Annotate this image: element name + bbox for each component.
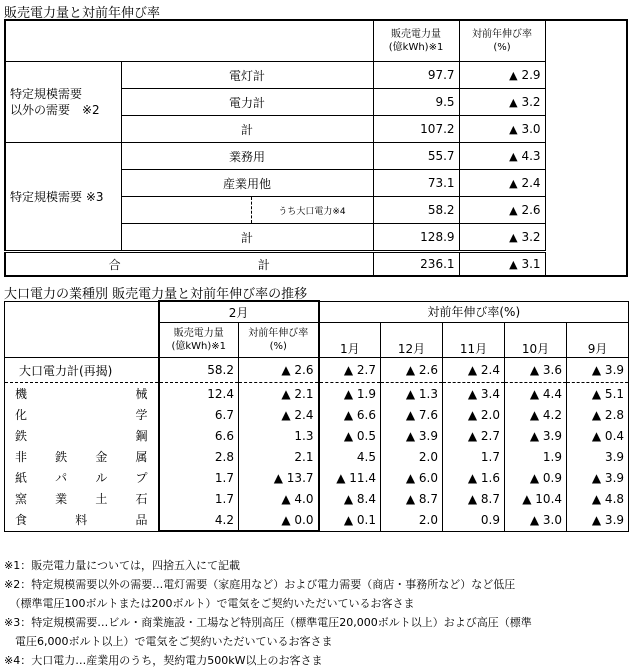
month-rate-cell: ▲ 7.6 xyxy=(381,404,443,425)
table2-header-row xyxy=(5,301,629,323)
footnote: （標準電圧100ボルトまたは200ボルト）で電気をご契約いただいているお客さま xyxy=(4,597,415,610)
month-rate-cell: ▲ 2.7 xyxy=(319,358,381,383)
rate-cell: ▲ 3.2 xyxy=(459,224,545,252)
industry-label: 窯 業 土 石 xyxy=(5,488,159,509)
rate-cell: 2.1 xyxy=(239,446,319,467)
month-rate-cell: ▲ 4.2 xyxy=(505,404,567,425)
industry-label: 化 学 xyxy=(5,404,159,425)
month-rate-cell: 0.9 xyxy=(443,509,505,531)
rate-cell: ▲ 2.4 xyxy=(459,170,545,197)
month-rate-cell: ▲ 5.1 xyxy=(567,383,629,405)
volume-header: 販売電力量 (億kWh)※1 xyxy=(373,20,459,62)
industry-label: 鉄 鋼 xyxy=(5,425,159,446)
rate-cell: ▲ 2.6 xyxy=(459,197,545,224)
current-month-header: 2月 xyxy=(159,301,319,323)
month-rate-cell: ▲ 3.9 xyxy=(567,509,629,531)
month-rate-cell: ▲ 8.7 xyxy=(443,488,505,509)
table1-total-row xyxy=(5,252,627,277)
rate-cell: 1.3 xyxy=(239,425,319,446)
table1-row xyxy=(5,143,627,170)
group1-label: 特定規模需要 以外の需要 ※2 xyxy=(5,62,121,143)
month-header: 1月 xyxy=(319,323,381,358)
total-label: 合 計 xyxy=(5,252,373,277)
rate-cell: ▲ 3.2 xyxy=(459,89,545,116)
industry-row xyxy=(5,383,629,405)
month-rate-cell: 3.9 xyxy=(567,446,629,467)
footnote: ※4：大口電力…産業用のうち，契約電力500kW以上のお客さま xyxy=(4,654,323,667)
month-rate-cell: ▲ 2.0 xyxy=(443,404,505,425)
rate-cell: ▲ 2.4 xyxy=(239,404,319,425)
month-rate-cell: ▲ 6.0 xyxy=(381,467,443,488)
row-label: 電力計 xyxy=(121,89,373,116)
volume-header: 販売電力量 (億kWh)※1 xyxy=(159,323,239,358)
footnote: ※2：特定規模需要以外の需要…電灯需要（家庭用など）および電力需要（商店・事務所など）など低圧 xyxy=(4,578,516,591)
table1-row xyxy=(5,62,627,89)
month-rate-cell: ▲ 0.5 xyxy=(319,425,381,446)
month-header: 9月 xyxy=(567,323,629,358)
sales-volume-table xyxy=(4,19,628,277)
rate-cell: ▲ 2.9 xyxy=(459,62,545,89)
month-rate-cell: ▲ 3.9 xyxy=(567,467,629,488)
rate-header: 対前年伸び率 (%) xyxy=(459,20,545,62)
month-rate-cell: ▲ 11.4 xyxy=(319,467,381,488)
month-rate-cell: ▲ 6.6 xyxy=(319,404,381,425)
month-rate-cell: ▲ 10.4 xyxy=(505,488,567,509)
total-rate: ▲ 3.1 xyxy=(459,252,545,277)
month-rate-cell: 4.5 xyxy=(319,446,381,467)
rate-header: 対前年伸び率 (%) xyxy=(239,323,319,358)
volume-cell: 6.6 xyxy=(159,425,239,446)
month-rate-cell: ▲ 0.9 xyxy=(505,467,567,488)
row-label: 計 xyxy=(121,116,373,143)
industry-label: 食 料 品 xyxy=(5,509,159,531)
industry-row xyxy=(5,358,629,383)
total-volume: 236.1 xyxy=(373,252,459,277)
month-rate-cell: ▲ 2.8 xyxy=(567,404,629,425)
month-rate-cell: ▲ 1.9 xyxy=(319,383,381,405)
rate-cell: ▲ 4.3 xyxy=(459,143,545,170)
industry-label: 紙 パ ル プ xyxy=(5,467,159,488)
industry-row xyxy=(5,425,629,446)
volume-cell: 73.1 xyxy=(373,170,459,197)
table2-title: 大口電力の業種別 販売電力量と対前年伸び率の推移 xyxy=(4,287,308,302)
month-rate-cell: ▲ 0.4 xyxy=(567,425,629,446)
month-rate-cell: ▲ 3.9 xyxy=(381,425,443,446)
volume-cell: 4.2 xyxy=(159,509,239,531)
rate-cell: ▲ 13.7 xyxy=(239,467,319,488)
table1-title: 販売電力量と対前年伸び率 xyxy=(4,6,161,21)
row-label: 計 xyxy=(121,224,373,252)
month-rate-cell: 2.0 xyxy=(381,446,443,467)
industry-row xyxy=(5,488,629,509)
volume-cell: 58.2 xyxy=(159,358,239,383)
month-rate-cell: ▲ 2.6 xyxy=(381,358,443,383)
volume-cell: 6.7 xyxy=(159,404,239,425)
month-rate-cell: ▲ 3.4 xyxy=(443,383,505,405)
month-rate-cell: ▲ 3.0 xyxy=(505,509,567,531)
volume-cell: 55.7 xyxy=(373,143,459,170)
month-rate-cell: ▲ 8.4 xyxy=(319,488,381,509)
industry-row xyxy=(5,446,629,467)
growth-header: 対前年伸び率(%) xyxy=(319,301,629,323)
row-label: 電灯計 xyxy=(121,62,373,89)
industry-row xyxy=(5,404,629,425)
month-rate-cell: 1.9 xyxy=(505,446,567,467)
volume-cell: 1.7 xyxy=(159,488,239,509)
group2-label: 特定規模需要 ※3 xyxy=(5,143,121,252)
rate-cell: ▲ 2.1 xyxy=(239,383,319,405)
volume-cell: 58.2 xyxy=(373,197,459,224)
month-rate-cell: ▲ 3.9 xyxy=(505,425,567,446)
month-rate-cell: ▲ 3.9 xyxy=(567,358,629,383)
month-rate-cell: ▲ 0.1 xyxy=(319,509,381,531)
row-label: 業務用 xyxy=(121,143,373,170)
volume-cell: 97.7 xyxy=(373,62,459,89)
footnote: ※3：特定規模需要…ビル・商業施設・工場など特別高圧（標準電圧20,000ボルト以上）および高圧（標準 xyxy=(4,616,532,629)
footnote: 電圧6,000ボルト以上）で電気をご契約いただいているお客さま xyxy=(4,635,333,648)
month-header: 12月 xyxy=(381,323,443,358)
month-rate-cell: ▲ 4.4 xyxy=(505,383,567,405)
volume-cell: 128.9 xyxy=(373,224,459,252)
volume-cell: 107.2 xyxy=(373,116,459,143)
industry-label: 機 械 xyxy=(5,383,159,405)
footnote: ※1：販売電力量については，四捨五入にて記載 xyxy=(4,559,240,572)
month-header: 10月 xyxy=(505,323,567,358)
industry-label: 大口電力計(再揭) xyxy=(5,358,159,383)
month-rate-cell: ▲ 3.6 xyxy=(505,358,567,383)
industry-sales-table xyxy=(4,300,629,532)
industry-row xyxy=(5,509,629,531)
row-label: 産業用他 xyxy=(121,170,373,197)
month-rate-cell: ▲ 1.6 xyxy=(443,467,505,488)
industry-row xyxy=(5,467,629,488)
volume-cell: 1.7 xyxy=(159,467,239,488)
month-header: 11月 xyxy=(443,323,505,358)
table1-header-row xyxy=(5,20,627,62)
month-rate-cell: ▲ 4.8 xyxy=(567,488,629,509)
month-rate-cell: ▲ 2.7 xyxy=(443,425,505,446)
month-rate-cell: 1.7 xyxy=(443,446,505,467)
volume-cell: 12.4 xyxy=(159,383,239,405)
month-rate-cell: ▲ 8.7 xyxy=(381,488,443,509)
footnotes xyxy=(4,556,626,670)
month-rate-cell: ▲ 2.4 xyxy=(443,358,505,383)
volume-cell: 2.8 xyxy=(159,446,239,467)
volume-cell: 9.5 xyxy=(373,89,459,116)
rate-cell: ▲ 2.6 xyxy=(239,358,319,383)
month-rate-cell: 2.0 xyxy=(381,509,443,531)
industry-label: 非 鉄 金 属 xyxy=(5,446,159,467)
rate-cell: ▲ 0.0 xyxy=(239,509,319,531)
month-rate-cell: ▲ 1.3 xyxy=(381,383,443,405)
rate-cell: ▲ 3.0 xyxy=(459,116,545,143)
row-label: うち大口電力※4 xyxy=(251,197,373,224)
rate-cell: ▲ 4.0 xyxy=(239,488,319,509)
